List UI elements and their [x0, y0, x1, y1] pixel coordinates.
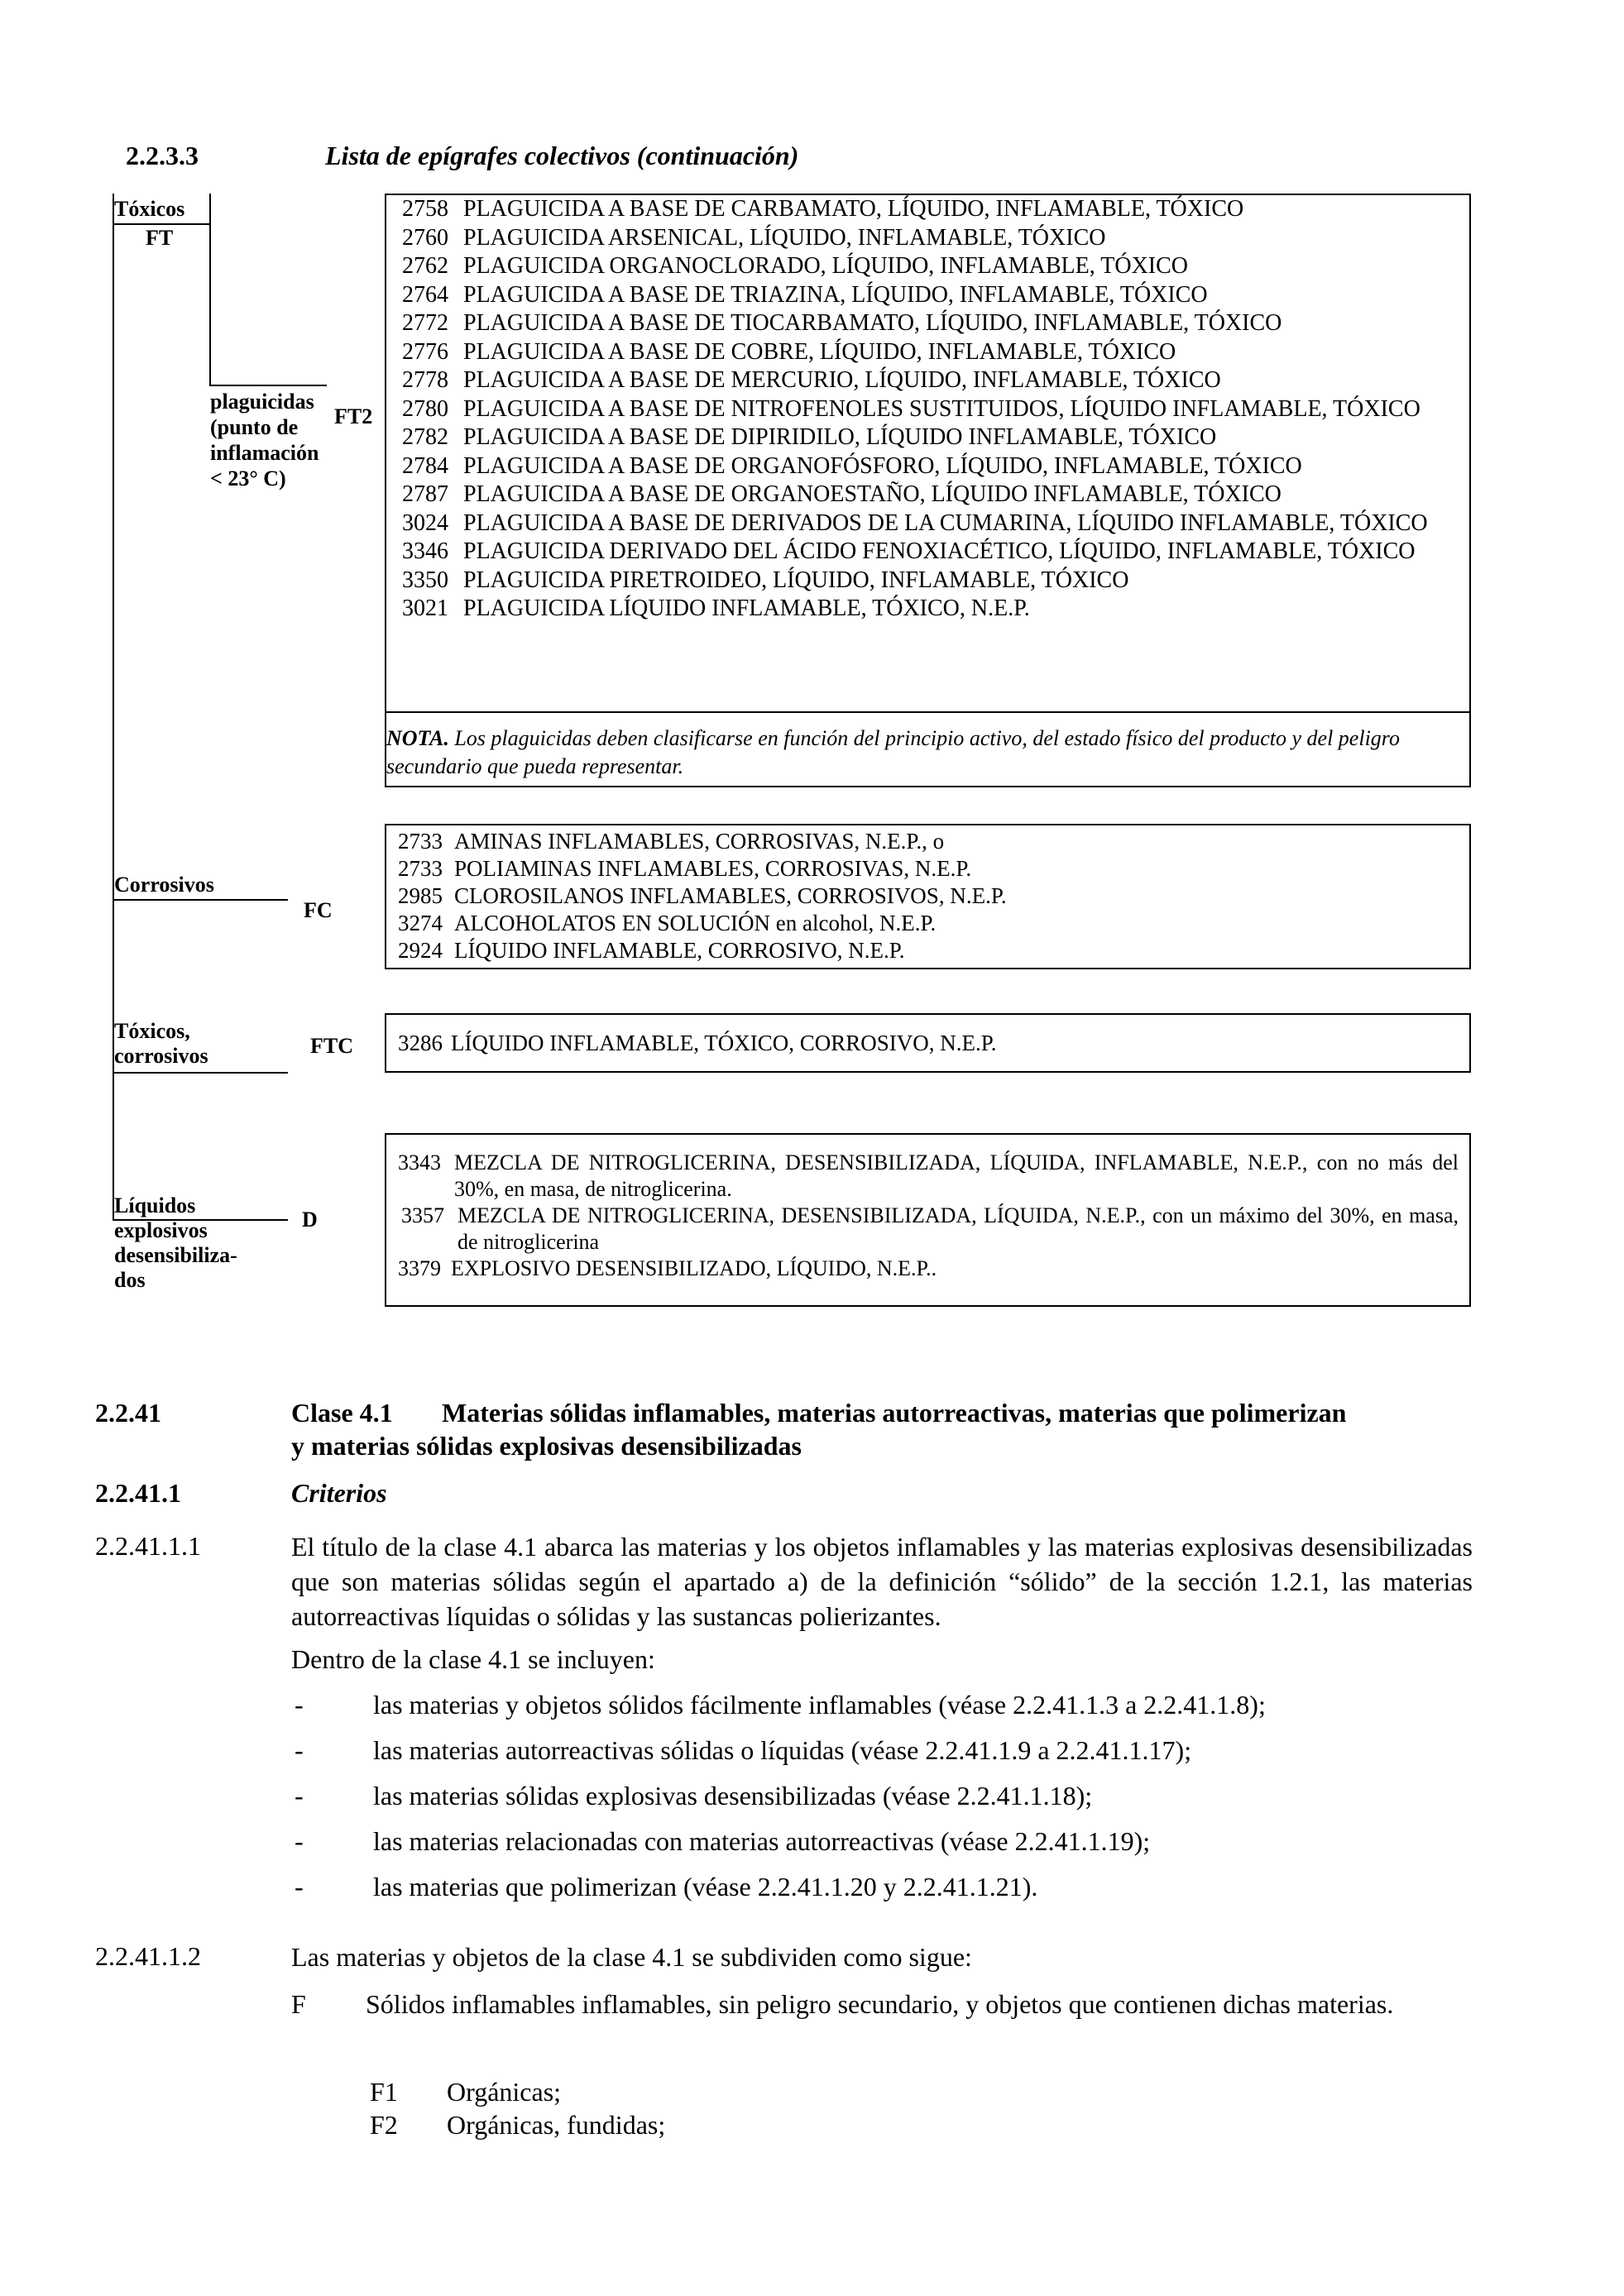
- subdivision-code: F2: [370, 2110, 398, 2140]
- group-label-line: corrosivos: [114, 1044, 208, 1068]
- para-number-224111: 2.2.41.1.1: [95, 1531, 201, 1561]
- un-number: 3357: [401, 1203, 444, 1227]
- subdivision-code: F1: [370, 2077, 398, 2107]
- group-label-line: Tóxicos,: [114, 1019, 190, 1043]
- subdivision-item: [370, 2074, 561, 2109]
- bullet-text: las materias sólidas explosivas desensibilizadas (véase 2.2.41.1.18);: [373, 1781, 1093, 1810]
- para-text-224112: Las materias y objetos de la clase 4.1 se subdividen como sigue:: [291, 1942, 972, 1972]
- un-number: 2764: [402, 281, 448, 308]
- group-label-corrosivos: Corrosivos: [114, 873, 214, 897]
- entry-name: PLAGUICIDA A BASE DE DIPIRIDILO, LÍQUIDO INFLAMABLE, TÓXICO: [463, 424, 1217, 450]
- un-number: 2762: [402, 253, 448, 279]
- entry-name: PLAGUICIDA A BASE DE CARBAMATO, LÍQUIDO, INFLAMABLE, TÓXICO: [463, 196, 1244, 222]
- entry-row: [402, 538, 1453, 567]
- entry-name: PLAGUICIDA LÍQUIDO INFLAMABLE, TÓXICO, N.E.P.: [463, 596, 1030, 621]
- un-number: 2758: [402, 196, 448, 222]
- group-code-fc: FC: [304, 898, 333, 922]
- section-title-criterios: Criterios: [291, 1478, 387, 1508]
- entry-name: PLAGUICIDA DERIVADO DEL ÁCIDO FENOXIACÉTICO, LÍQUIDO, INFLAMABLE, TÓXICO: [463, 538, 1416, 564]
- subdivision-text: Orgánicas, fundidas;: [447, 2110, 666, 2140]
- entry-row: [398, 1203, 1459, 1256]
- heading-title: Lista de epígrafes colectivos (continuación): [325, 141, 799, 170]
- group-label-line: Líquidos: [114, 1193, 196, 1217]
- subgroup-label-plaguicidas: [210, 389, 319, 491]
- un-number: 3021: [402, 596, 448, 621]
- un-number: 2733: [398, 856, 443, 881]
- entry-row: [402, 195, 1453, 224]
- entry-row: [402, 252, 1453, 281]
- entry-row: [398, 883, 1457, 910]
- un-number: 3379: [398, 1256, 441, 1280]
- un-number: 3286: [398, 1031, 443, 1055]
- entry-name: PLAGUICIDA A BASE DE NITROFENOLES SUSTITUIDOS, LÍQUIDO INFLAMABLE, TÓXICO: [463, 395, 1420, 422]
- entry-row: [402, 452, 1453, 481]
- entry-name: PLAGUICIDA PIRETROIDEO, LÍQUIDO, INFLAMABLE, TÓXICO: [463, 567, 1129, 593]
- entry-row: [402, 281, 1453, 310]
- bullet-text: las materias relacionadas con materias autorreactivas (véase 2.2.41.1.19);: [373, 1826, 1151, 1856]
- entry-row: [402, 481, 1453, 509]
- subgroup-label-line: < 23° C): [210, 466, 286, 490]
- entry-row: [402, 595, 1453, 624]
- entry-row: [402, 423, 1453, 452]
- bullet-item: [295, 1869, 1037, 1904]
- subdivision-text: Orgánicas;: [447, 2077, 562, 2107]
- group-label-toxicos-corrosivos: [114, 1019, 208, 1069]
- un-number: 2772: [402, 310, 448, 336]
- corrosivos-underline: [113, 899, 288, 901]
- subdivision-code: F: [291, 1989, 306, 2019]
- bullet-dash: -: [295, 1735, 304, 1765]
- group-code-ftc: FTC: [310, 1034, 353, 1058]
- bullet-dash: -: [295, 1690, 304, 1720]
- section-class-label: Clase 4.1: [291, 1398, 393, 1428]
- bullet-text: las materias que polimerizan (véase 2.2.41.1.20 y 2.2.41.1.21).: [373, 1872, 1038, 1901]
- un-number: 2924: [398, 938, 443, 963]
- entry-row: [398, 937, 1457, 964]
- entry-row: [402, 366, 1453, 395]
- section-title-line2: y materias sólidas explosivas desensibilizadas: [291, 1431, 802, 1461]
- entry-row: [402, 309, 1453, 338]
- un-number: 3350: [402, 567, 448, 593]
- entry-name: PLAGUICIDA A BASE DE TIOCARBAMATO, LÍQUIDO, INFLAMABLE, TÓXICO: [463, 310, 1282, 336]
- bullet-dash: -: [295, 1872, 304, 1901]
- bullet-item: [295, 1687, 1266, 1722]
- entry-row: [402, 567, 1453, 596]
- entry-name: POLIAMINAS INFLAMABLES, CORROSIVAS, N.E.P.: [454, 856, 972, 881]
- un-number: 2760: [402, 224, 448, 251]
- un-number: 3274: [398, 911, 443, 935]
- entry-name: LÍQUIDO INFLAMABLE, TÓXICO, CORROSIVO, N.E.P.: [451, 1031, 997, 1055]
- plaguicidas-bracket-line: [209, 194, 211, 385]
- para-number-224112: 2.2.41.1.2: [95, 1941, 201, 1971]
- nota-text: Los plaguicidas deben clasificarse en función del principio activo, del estado físico del producto y del peligro secundario que pueda representar.: [386, 726, 1400, 778]
- bullet-dash: -: [295, 1781, 304, 1810]
- subgroup-label-line: inflamación: [210, 441, 319, 465]
- para-text-224111: El título de la clase 4.1 abarca las materias y los objetos inflamables y las materias explosivas desensibilizadas que son materias sólidas según el apartado a) de la definición “sólido” de la sección 1.2.1, las materias autorreactivas líquidas o sólidas y las sustancas polierizantes.: [291, 1532, 1473, 1631]
- entry-row: [398, 1256, 1459, 1282]
- nota-separator: [385, 711, 1471, 713]
- subgroup-code-ft2: FT2: [334, 404, 373, 428]
- entry-row: [398, 828, 1457, 855]
- entry-row: [398, 855, 1457, 883]
- para-intro: Dentro de la clase 4.1 se incluyen:: [291, 1644, 655, 1674]
- entry-name: PLAGUICIDA A BASE DE COBRE, LÍQUIDO, INFLAMABLE, TÓXICO: [463, 338, 1176, 365]
- subgroup-label-line: plaguicidas: [210, 390, 314, 414]
- ftc-entries-list: [398, 1030, 1457, 1057]
- un-number: 2733: [398, 829, 443, 854]
- entry-name: PLAGUICIDA A BASE DE DERIVADOS DE LA CUMARINA, LÍQUIDO INFLAMABLE, TÓXICO: [463, 509, 1428, 536]
- entry-row: [402, 395, 1453, 424]
- entry-name: EXPLOSIVO DESENSIBILIZADO, LÍQUIDO, N.E.P..: [451, 1256, 937, 1280]
- un-number: 2985: [398, 883, 443, 908]
- toxicos-underline: [113, 223, 210, 225]
- entry-row: [398, 1150, 1459, 1203]
- toxicos-corrosivos-underline: [113, 1072, 288, 1074]
- entry-name: PLAGUICIDA ORGANOCLORADO, LÍQUIDO, INFLAMABLE, TÓXICO: [463, 253, 1189, 279]
- entry-name: PLAGUICIDA ARSENICAL, LÍQUIDO, INFLAMABLE, TÓXICO: [463, 224, 1106, 251]
- section-number-2241: 2.2.41: [95, 1398, 161, 1428]
- entry-name: MEZCLA DE NITROGLICERINA, DESENSIBILIZADA, LÍQUIDA, INFLAMABLE, N.E.P., con no más del 30%, en masa, de nitroglicerina.: [454, 1150, 1459, 1201]
- heading-number: 2.2.3.3: [126, 141, 199, 170]
- subdivision-text: Sólidos inflamables inflamables, sin peligro secundario, y objetos que contienen dichas materias.: [366, 1989, 1394, 2019]
- un-number: 2784: [402, 452, 448, 479]
- entry-name: PLAGUICIDA A BASE DE ORGANOESTAÑO, LÍQUIDO INFLAMABLE, TÓXICO: [463, 481, 1281, 507]
- entry-name: ALCOHOLATOS EN SOLUCIÓN en alcohol, N.E.P.: [454, 911, 937, 935]
- un-number: 2778: [402, 367, 448, 393]
- un-number: 3024: [402, 509, 448, 536]
- group-code-d: D: [302, 1208, 318, 1232]
- subgroup-label-line: (punto de: [210, 415, 299, 439]
- group-label-toxicos: Tóxicos: [114, 197, 185, 221]
- un-number: 2776: [402, 338, 448, 365]
- nota-note: [386, 725, 1462, 781]
- group-label-line: dos: [114, 1268, 146, 1292]
- un-number: 2782: [402, 424, 448, 450]
- subdivision-item: [370, 2107, 665, 2142]
- section-title-line1: Materias sólidas inflamables, materias autorreactivas, materias que polimerizan: [442, 1398, 1347, 1428]
- d-entries-list: [398, 1150, 1459, 1282]
- ft2-entries-list: [402, 195, 1453, 624]
- entry-row: [402, 338, 1453, 367]
- un-number: 3343: [398, 1150, 441, 1174]
- bullet-item: [295, 1733, 1191, 1767]
- subdivision-f: [291, 1987, 1473, 2021]
- bullet-dash: -: [295, 1826, 304, 1856]
- section-number-22411: 2.2.41.1: [95, 1478, 181, 1508]
- bullet-text: las materias autorreactivas sólidas o líquidas (véase 2.2.41.1.9 a 2.2.41.1.17);: [373, 1735, 1192, 1765]
- entry-row: [402, 509, 1453, 538]
- entry-name: PLAGUICIDA A BASE DE TRIAZINA, LÍQUIDO, INFLAMABLE, TÓXICO: [463, 281, 1208, 308]
- un-number: 3346: [402, 538, 448, 564]
- group-label-line: explosivos: [114, 1218, 208, 1242]
- entry-name: LÍQUIDO INFLAMABLE, CORROSIVO, N.E.P.: [454, 938, 905, 963]
- entry-name: MEZCLA DE NITROGLICERINA, DESENSIBILIZADA, LÍQUIDA, N.E.P., con un máximo del 30%, en masa, de nitroglicerina: [457, 1203, 1459, 1254]
- entry-name: CLOROSILANOS INFLAMABLES, CORROSIVOS, N.E.P.: [454, 883, 1007, 908]
- group-label-liquidos-explosivos: [114, 1193, 237, 1293]
- group-label-line: desensibiliza-: [114, 1243, 237, 1267]
- un-number: 2780: [402, 395, 448, 422]
- bullet-item: [295, 1824, 1150, 1858]
- un-number: 2787: [402, 481, 448, 507]
- entry-row: [398, 910, 1457, 937]
- bullet-text: las materias y objetos sólidos fácilmente inflamables (véase 2.2.41.1.3 a 2.2.41.1.8);: [373, 1690, 1266, 1720]
- entry-name: PLAGUICIDA A BASE DE MERCURIO, LÍQUIDO, INFLAMABLE, TÓXICO: [463, 367, 1221, 393]
- group-code-ft: FT: [146, 226, 174, 250]
- entry-name: AMINAS INFLAMABLES, CORROSIVAS, N.E.P., o: [454, 829, 945, 854]
- fc-entries-list: [398, 828, 1457, 964]
- plaguicidas-overline: [209, 385, 327, 386]
- entry-row: [398, 1030, 1457, 1057]
- entry-row: [402, 224, 1453, 253]
- entry-name: PLAGUICIDA A BASE DE ORGANOFÓSFORO, LÍQUIDO, INFLAMABLE, TÓXICO: [463, 452, 1302, 479]
- nota-label: NOTA.: [386, 726, 449, 750]
- bullet-item: [295, 1778, 1092, 1813]
